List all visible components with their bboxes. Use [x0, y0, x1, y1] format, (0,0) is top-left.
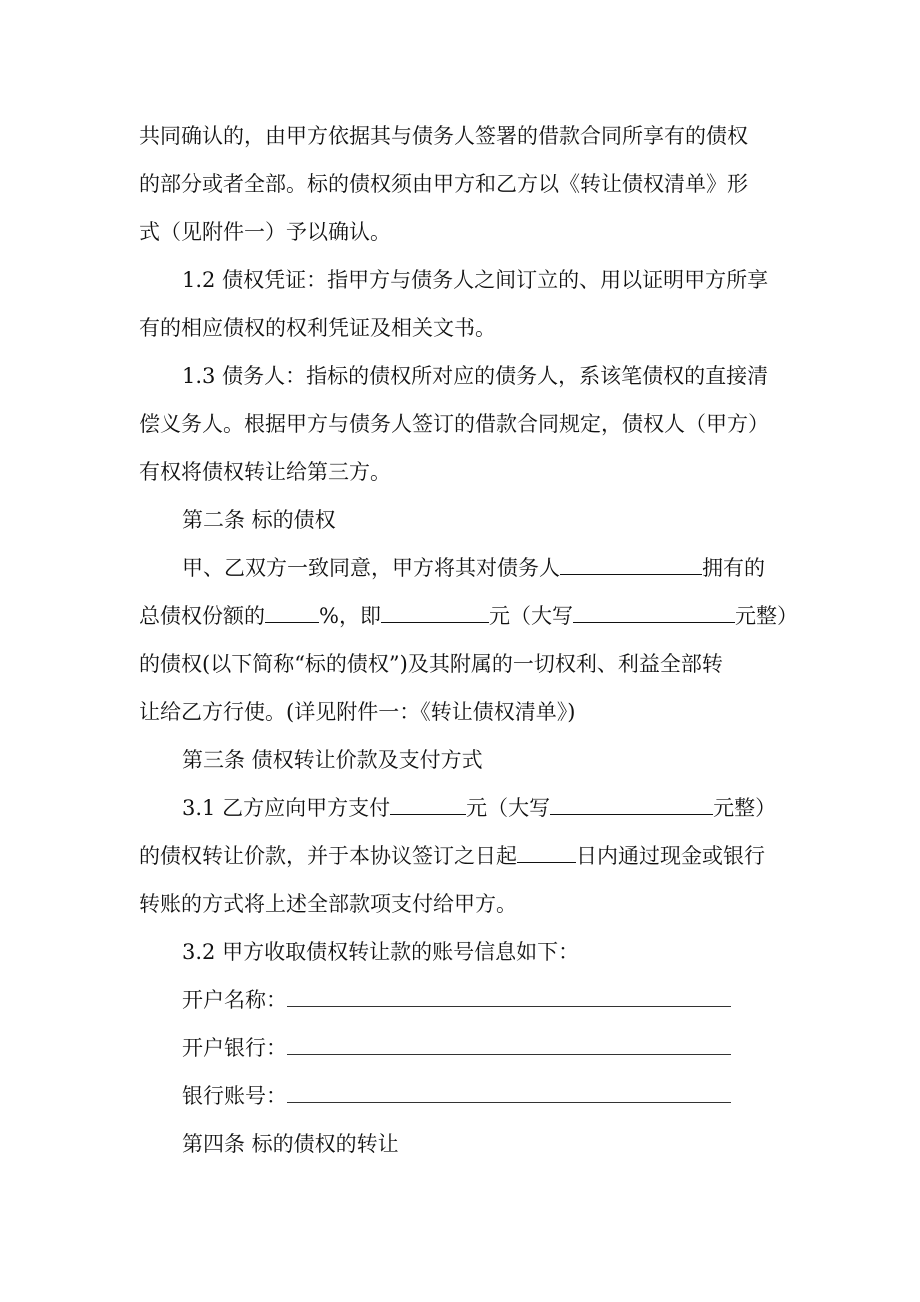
bank-name-label: 开户银行： — [182, 1036, 287, 1060]
clause-1-3-line: 1.3 债务人：指标的债权所对应的债务人，系该笔债权的直接清 — [182, 364, 769, 388]
amount-blank[interactable] — [381, 602, 489, 623]
clause-3-1-text: 的债权转让价款，并于本协议签订之日起 — [139, 844, 517, 868]
account-name-label: 开户名称： — [182, 988, 287, 1012]
article-4-heading: 第四条 标的债权的转让 — [182, 1132, 399, 1156]
clause-1-2-line: 1.2 债权凭证：指甲方与债务人之间订立的、用以证明甲方所享 — [182, 268, 769, 292]
account-number-field[interactable] — [287, 1082, 731, 1103]
clause-1-3-line: 偿义务人。根据甲方与债务人签订的借款合同规定，债权人（甲方） — [139, 412, 769, 436]
clause-3-1-line: 转账的方式将上述全部款项支付给甲方。 — [139, 892, 517, 916]
paragraph-line: 的部分或者全部。标的债权须由甲方和乙方以《转让债权清单》形 — [139, 172, 748, 196]
article-3-heading: 第三条 债权转让价款及支付方式 — [182, 748, 483, 772]
price-blank[interactable] — [390, 794, 466, 815]
clause-3-2-line: 3.2 甲方收取债权转让款的账号信息如下： — [182, 940, 580, 964]
amount-words-blank[interactable] — [573, 602, 735, 623]
article-2-heading: 第二条 标的债权 — [182, 508, 336, 532]
debtor-blank[interactable] — [560, 554, 702, 575]
account-number-label: 银行账号： — [182, 1084, 287, 1108]
account-name-field[interactable] — [287, 986, 731, 1007]
clause-3-1-text: 日内通过现金或银行 — [576, 844, 765, 868]
account-name-row — [182, 986, 731, 1014]
clause-3-1-text: 元整） — [713, 796, 777, 820]
days-blank[interactable] — [517, 842, 576, 863]
article-2-text: 元（大写 — [488, 604, 573, 628]
article-2-text: 总债权份额的 — [139, 604, 265, 628]
clause-3-1-text: 3.1 乙方应向甲方支付 — [182, 796, 391, 820]
clause-1-3-line: 有权将债权转让给第三方。 — [139, 460, 391, 484]
article-2-line: 的债权(以下简称“标的债权”)及其附属的一切权利、利益全部转 — [139, 652, 723, 676]
bank-name-row — [182, 1034, 731, 1062]
percent-blank[interactable] — [265, 602, 319, 623]
clause-3-1-text: 元（大写 — [466, 796, 551, 820]
price-words-blank[interactable] — [550, 794, 713, 815]
article-2-text: 拥有的 — [702, 556, 765, 580]
clause-3-1-line — [182, 794, 776, 822]
bank-name-field[interactable] — [287, 1034, 731, 1055]
clause-3-1-line — [139, 842, 765, 870]
article-2-text: 甲、乙双方一致同意，甲方将其对债务人 — [182, 556, 560, 580]
account-number-row — [182, 1082, 731, 1110]
clause-1-2-line: 有的相应债权的权利凭证及相关文书。 — [139, 316, 496, 340]
article-2-text: 元整） — [734, 604, 798, 628]
paragraph-line: 共同确认的，由甲方依据其与债务人签署的借款合同所享有的债权 — [139, 124, 748, 148]
article-2-line — [139, 602, 798, 630]
article-2-text: %，即 — [319, 604, 381, 628]
article-2-line: 让给乙方行使。(详见附件一：《转让债权清单》) — [139, 700, 576, 724]
paragraph-line: 式（见附件一）予以确认。 — [139, 220, 391, 244]
article-2-line — [182, 554, 765, 582]
